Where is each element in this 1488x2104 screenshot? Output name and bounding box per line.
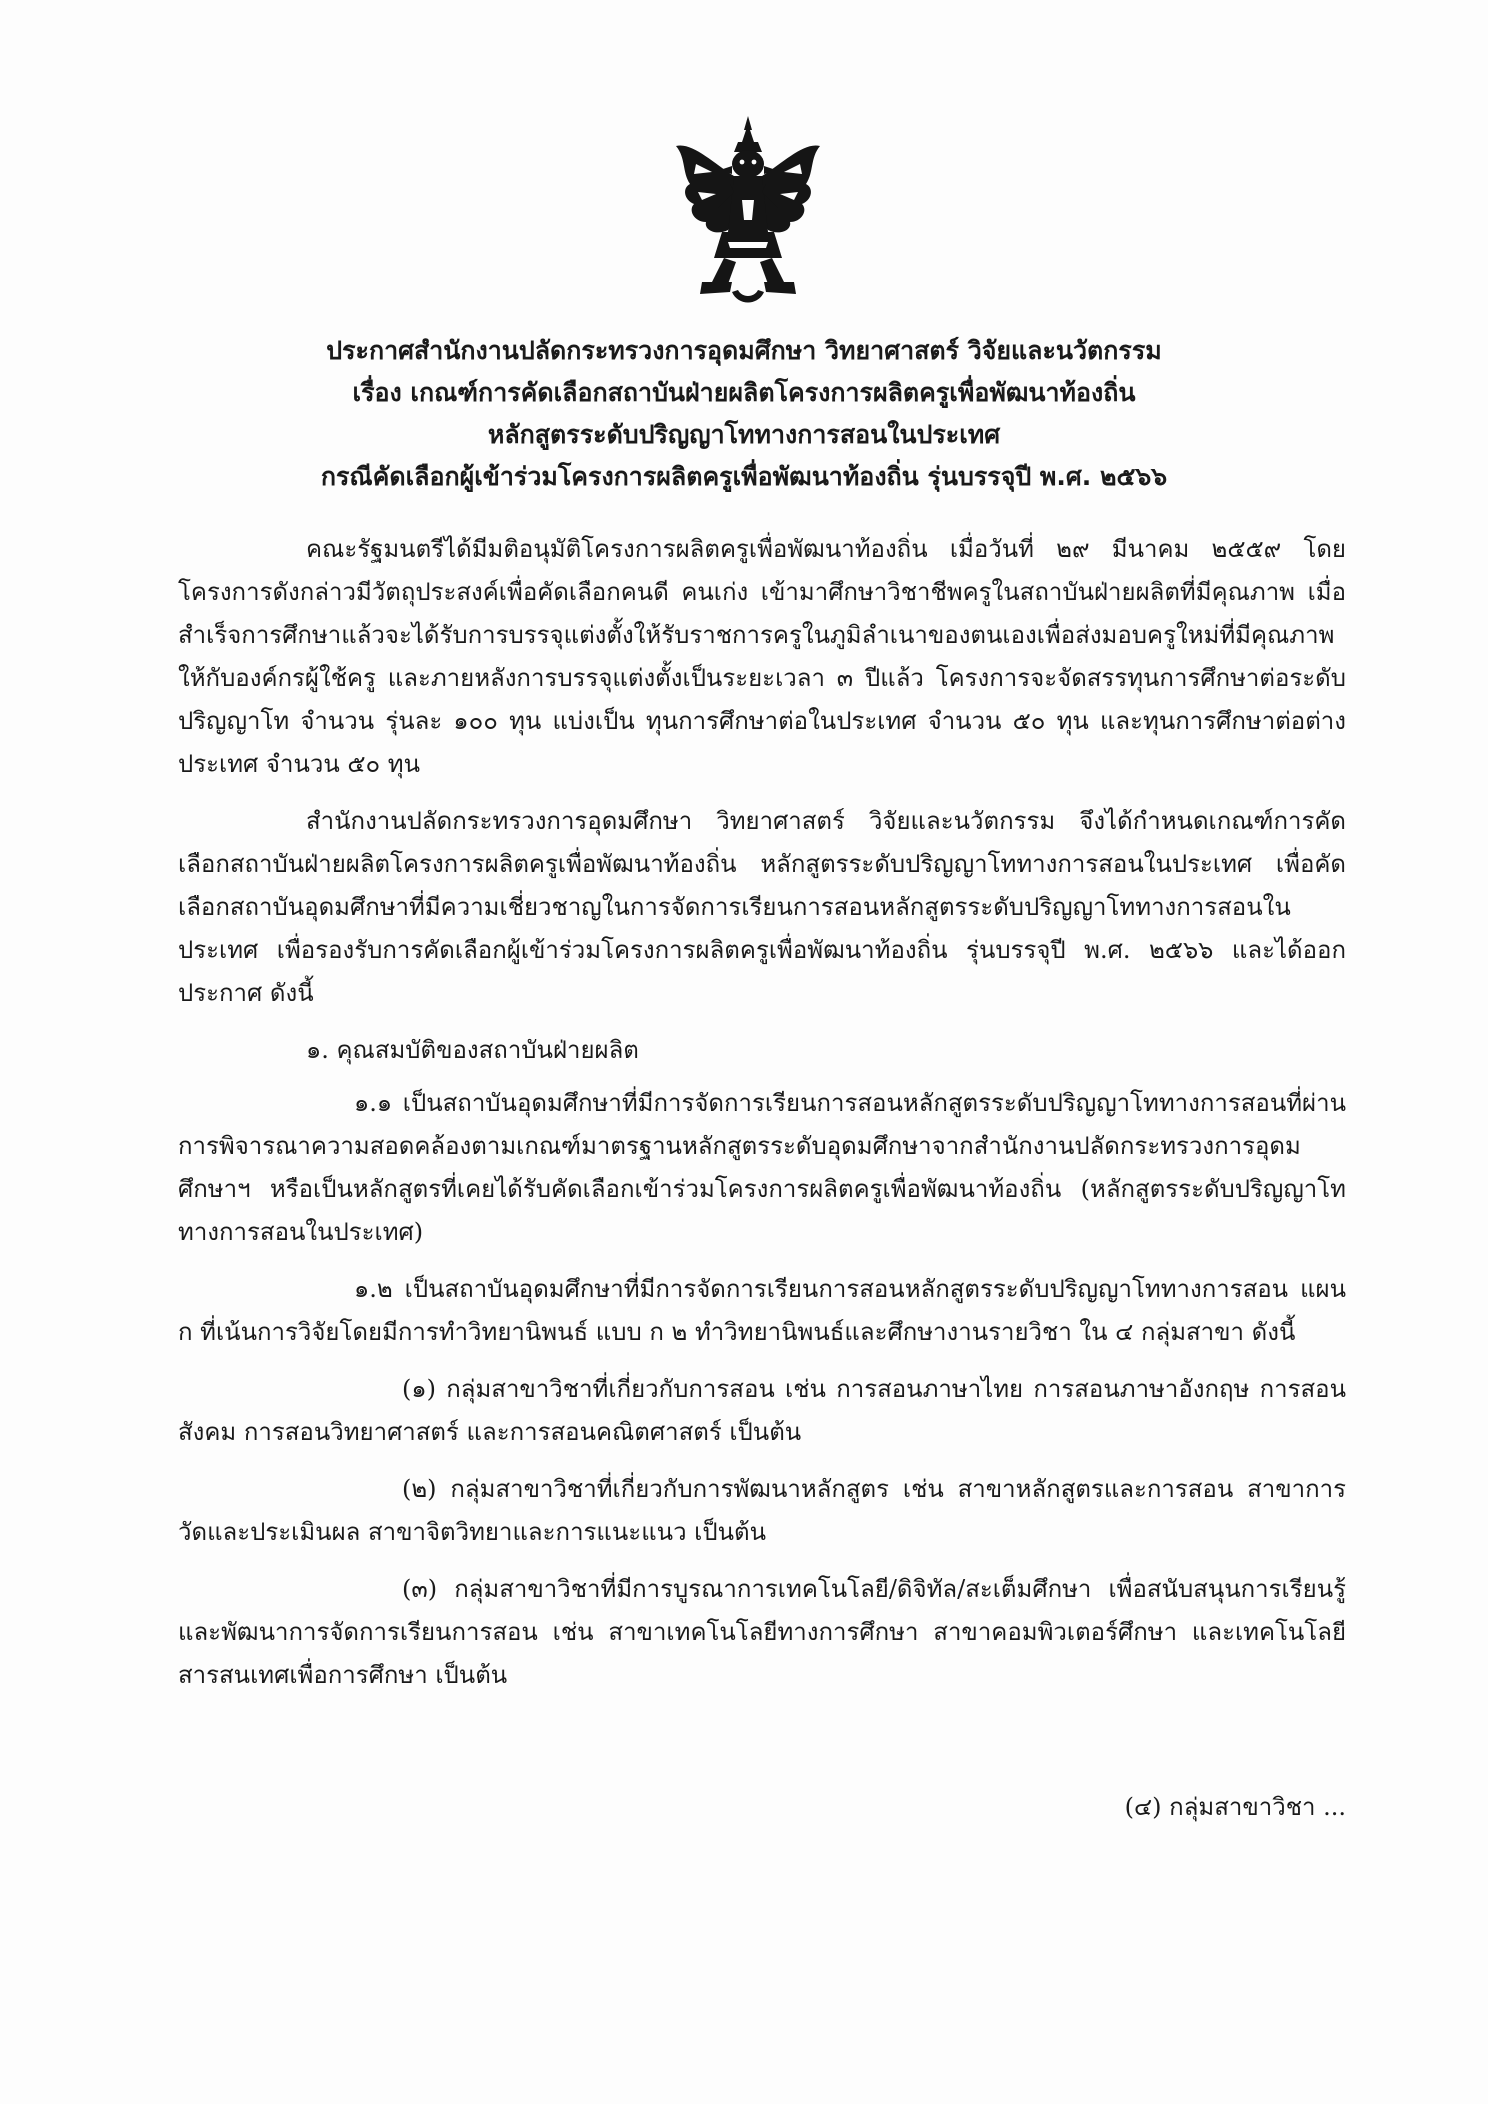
paragraph-background: คณะรัฐมนตรีได้มีมติอนุมัติโครงการผลิตครูเพื่อพัฒนาท้องถิ่น เมื่อวันที่ ๒๙ มีนาคม ๒๕๕๙ โดยโครงการดังกล่าวมีวัตถุประสงค์เพื่อคัดเลือกคนดี คนเก่ง เข้ามาศึกษาวิชาชีพครูในสถาบันฝ่ายผลิตที่มีคุณภาพ เมื่อสำเร็จการศึกษาแล้วจะได้รับการบรรจุแต่งตั้งให้รับราชการครูในภูมิลำเนาของตนเองเพื่อส่งมอบครูใหม่ที่มีคุณภาพให้กับองค์กรผู้ใช้ครู และภายหลังการบรรจุแต่งตั้งเป็นระยะเวลา ๓ ปีแล้ว โครงการจะจัดสรรทุนการศึกษาต่อระดับปริญญาโท จำนวน รุ่นละ ๑๐๐ ทุน แบ่งเป็น ทุนการศึกษาต่อในประเทศ จำนวน ๕๐ ทุน และทุนการศึกษาต่อต่างประเทศ จำนวน ๕๐ ทุน	[178, 535, 1346, 778]
section-1-heading: ๑. คุณสมบัติของสถาบันฝ่ายผลิต	[306, 1036, 639, 1064]
garuda-emblem-icon	[672, 112, 824, 308]
subitem-1: (๑) กลุ่มสาขาวิชาที่เกี่ยวกับการสอน เช่น การสอนภาษาไทย การสอนภาษาอังกฤษ การสอนสังคม การสอนวิทยาศาสตร์ และการสอนคณิตศาสตร์ เป็นต้น	[178, 1375, 1346, 1446]
paragraph-criteria-intro: สำนักงานปลัดกระทรวงการอุดมศึกษา วิทยาศาสตร์ วิจัยและนวัตกรรม จึงได้กำหนดเกณฑ์การคัดเลือกสถาบันฝ่ายผลิตโครงการผลิตครูเพื่อพัฒนาท้องถิ่น หลักสูตรระดับปริญญาโททางการสอนในประเทศ เพื่อคัดเลือกสถาบันอุดมศึกษาที่มีความเชี่ยวชาญในการจัดการเรียนการสอนหลักสูตรระดับปริญญาโททางการสอนในประเทศ เพื่อรองรับการคัดเลือกผู้เข้าร่วมโครงการผลิตครูเพื่อพัฒนาท้องถิ่น รุ่นบรรจุปี พ.ศ. ๒๕๖๖ และได้ออกประกาศ ดังนี้	[178, 807, 1347, 1007]
title-line-program: หลักสูตรระดับปริญญาโททางการสอนในประเทศ	[487, 420, 1001, 449]
title-line-cohort: กรณีคัดเลือกผู้เข้าร่วมโครงการผลิตครูเพื่อพัฒนาท้องถิ่น รุ่นบรรจุปี พ.ศ. ๒๕๖๖	[320, 462, 1168, 491]
item-1-1: ๑.๑ เป็นสถาบันอุดมศึกษาที่มีการจัดการเรียนการสอนหลักสูตรระดับปริญญาโททางการสอนที่ผ่านการพิจารณาความสอดคล้องตามเกณฑ์มาตรฐานหลักสูตรระดับอุดมศึกษาจากสำนักงานปลัดกระทรวงการอุดมศึกษาฯ หรือเป็นหลักสูตรที่เคยได้รับคัดเลือกเข้าร่วมโครงการผลิตครูเพื่อพัฒนาท้องถิ่น (หลักสูตรระดับปริญญาโททางการสอนในประเทศ)	[178, 1089, 1346, 1246]
item-1-2: ๑.๒ เป็นสถาบันอุดมศึกษาที่มีการจัดการเรียนการสอนหลักสูตรระดับปริญญาโททางการสอน แผน ก ที่เน้นการวิจัยโดยมีการทำวิทยานิพนธ์ แบบ ก ๒ ทำวิทยานิพนธ์และศึกษางานรายวิชา ใน ๔ กลุ่มสาขา ดังนี้	[178, 1275, 1346, 1346]
title-line-subject: เรื่อง เกณฑ์การคัดเลือกสถาบันฝ่ายผลิตโครงการผลิตครูเพื่อพัฒนาท้องถิ่น	[352, 378, 1136, 407]
page-continuation: (๔) กลุ่มสาขาวิชา ...	[1124, 1793, 1346, 1821]
subitem-2: (๒) กลุ่มสาขาวิชาที่เกี่ยวกับการพัฒนาหลักสูตร เช่น สาขาหลักสูตรและการสอน สาขาการวัดและประเมินผล สาขาจิตวิทยาและการแนะแนว เป็นต้น	[178, 1475, 1346, 1546]
title-line-issuer: ประกาศสำนักงานปลัดกระทรวงการอุดมศึกษา วิทยาศาสตร์ วิจัยและนวัตกรรม	[326, 336, 1162, 365]
document-body	[178, 528, 1346, 1711]
announcement-title	[180, 330, 1308, 498]
subitem-3: (๓) กลุ่มสาขาวิชาที่มีการบูรณาการเทคโนโลยี/ดิจิทัล/สะเต็มศึกษา เพื่อสนับสนุนการเรียนรู้และพัฒนาการจัดการเรียนการสอน เช่น สาขาเทคโนโลยีทางการศึกษา สาขาคอมพิวเตอร์ศึกษา และเทคโนโลยีสารสนเทศเพื่อการศึกษา เป็นต้น	[178, 1575, 1346, 1689]
